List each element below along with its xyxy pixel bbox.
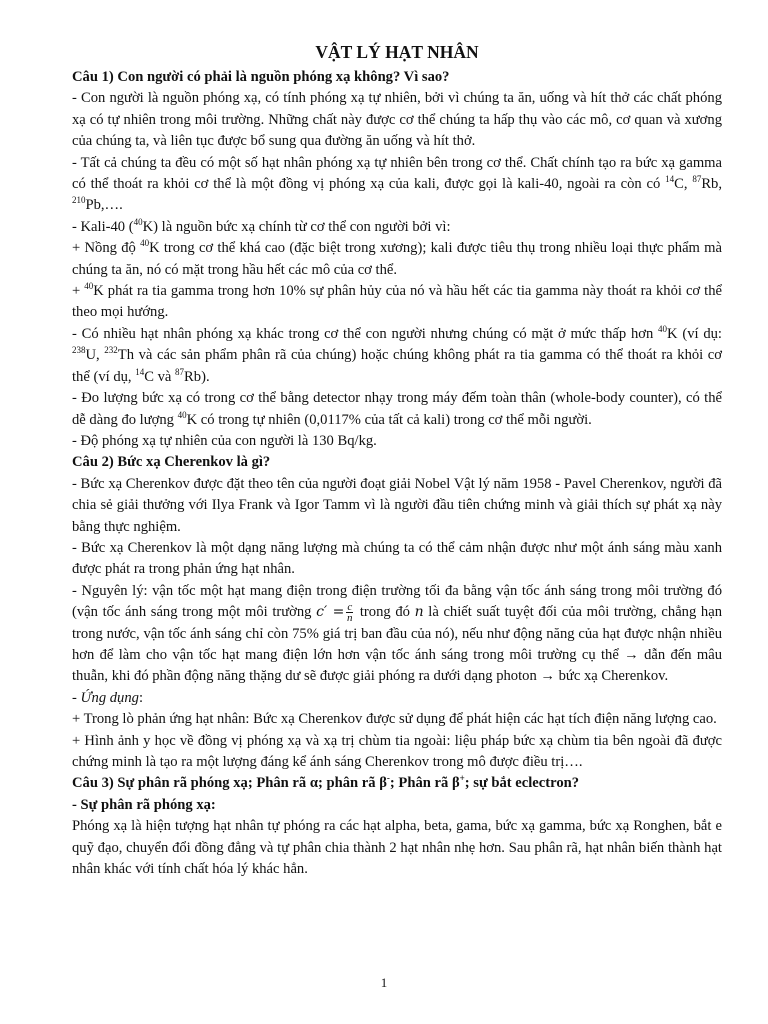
q3-paragraph-1: Phóng xạ là hiện tượng hạt nhân tự phóng ra các hạt alpha, beta, gama, bức xạ gamma, bức xạ Ronghen, bắt e quỹ đạo, chuyển đổi đồng đẳng và tự phân chia thành 2 hạt nhân nhẹ hơn. Sau phân rã, hạt nhân biến thành hạt nhân khác với tính chất hóa lý khác hẳn.	[72, 818, 722, 878]
q1-paragraph-2: - Tất cả chúng ta đều có một số hạt nhân phóng xạ tự nhiên bên trong cơ thể. Chất chính tạo ra bức xạ gamma có thể thoát ra khỏi cơ thể là một đồng vị phóng xạ của kali, được gọi là kali-40, ngoài ra còn có $^{14}$C, $^{87}$Rb, $^{210}$Pb,….	[72, 154, 723, 214]
page-number: 1	[380, 975, 388, 990]
q2-paragraph-2: - Bức xạ Cherenkov là một dạng năng lượng mà chúng ta có thể cảm nhận được như một ánh sáng màu xanh được phát ra trong phản ứng hạt nhân.	[72, 539, 722, 578]
q2-paragraph-1: - Bức xạ Cherenkov được đặt theo tên của người đoạt giải Nobel Vật lý năm 1958 - Pavel Cherenkov, người đã chia sẻ giải thưởng với Ilya Frank và Igor Tamm vì là người đầu tiên chứng minh và giải thích sự phát xạ này bằng thực nghiệm.	[72, 475, 722, 535]
question-2-heading: Câu 2) Bức xạ Cherenkov là gì?	[72, 454, 271, 471]
q1-paragraph-5: + $^{40}$K phát ra tia gamma trong hơn 10% sự phân hủy của nó và hầu hết các tia gamma này thoát ra khỏi cơ thể theo mọi hướng.	[72, 281, 722, 321]
q1-paragraph-1: - Con người là nguồn phóng xạ, có tính phóng xạ tự nhiên, bởi vì chúng ta ăn, uống và hít thở các chất phóng xạ có tự nhiên trong môi trường. Những chất này được cơ thể chúng ta hấp thụ vào các mô, cơ quan và xương của chúng ta, và liên tục được bổ sung qua đường ăn uống và hít thở.	[72, 90, 722, 150]
q2-applications-label: - Ứng dụng:	[72, 689, 144, 706]
q1-paragraph-3: - Kali-40 ($^{40}$K) là nguồn bức xạ chính từ cơ thể con người bởi vì:	[72, 216, 451, 235]
q3-subheading: - Sự phân rã phóng xạ:	[72, 796, 216, 813]
document-page	[72, 40, 722, 880]
formula-fraction: $\frac{c}{n}$	[347, 601, 353, 625]
q1-paragraph-6: - Có nhiều hạt nhân phóng xạ khác trong cơ thể con người nhưng chúng có mặt ở mức thấp hơn $^{40}$K (ví dụ: $^{238}$U, $^{232}$Th và các sản phẩm phân rã của chúng) hoặc chúng không phát ra tia gamma có thể thoát ra khỏi cơ thể (ví dụ, $^{14}$C và $^{87}$Rb).	[72, 324, 723, 385]
q1-paragraph-7: - Đo lượng bức xạ có trong cơ thể bằng detector nhạy trong máy đếm toàn thân (whole-body counter), có thể dễ dàng đo lượng $^{40}$K có trong tự nhiên (0,0117% của tất cả kali) trong cơ thể mỗi người.	[72, 390, 722, 428]
question-1-heading: Câu 1) Con người có phải là nguồn phóng xạ không? Vì sao?	[72, 69, 450, 85]
formula-lhs: c′ =	[316, 604, 345, 621]
q1-paragraph-4: + Nồng độ $^{40}$K trong cơ thể khá cao (đặc biệt trong xương); kali được tiêu thụ trong nhiều loại thực phẩm mà chúng ta ăn, nó có mặt trong hầu hết các mô của cơ thể.	[72, 238, 722, 278]
q2-paragraph-4: + Trong lò phản ứng hạt nhân: Bức xạ Cherenkov được sử dụng để phát hiện các hạt tích điện năng lượng cao.	[72, 711, 717, 728]
page-title: VẬT LÝ HẠT NHÂN	[315, 42, 479, 62]
q1-paragraph-8: - Độ phóng xạ tự nhiên của con người là 130 Bq/kg.	[72, 432, 377, 449]
question-3-heading: Câu 3) Sự phân rã phóng xạ; Phân rã α; phân rã β-; Phân rã β+; sự bắt eclectron?	[72, 773, 580, 792]
q2-paragraph-5: + Hình ảnh y học về đồng vị phóng xạ và xạ trị chùm tia ngoài: liệu pháp bức xạ chùm tia bên ngoài đã được chứng minh là tạo ra một lượng đáng kể ánh sáng Cherenkov trong mô được điều trị….	[72, 732, 722, 770]
q2-paragraph-3: - Nguyên lý: vận tốc một hạt mang điện trong điện trường tối đa bằng vận tốc ánh sáng trong môi trường đó (vận tốc ánh sáng trong một môi trường c′ = $\frac{c}{n}$ trong đó n là chiết suất tuyệt đối của môi trường, chẳng hạn trong nước, vận tốc ánh sáng chỉ còn 75% giá trị ban đầu của nó), nếu như động năng của hạt được nhận nhiều hơn để làm cho vận tốc hạt mang điện lớn hơn vận tốc ánh sáng trong môi trường cụ thể → dẫn đến mâu thuẫn, khi đó phần động năng thặng dư sẽ được giải phóng ra dưới dạng photon → bức xạ Cherenkov.	[72, 582, 722, 685]
